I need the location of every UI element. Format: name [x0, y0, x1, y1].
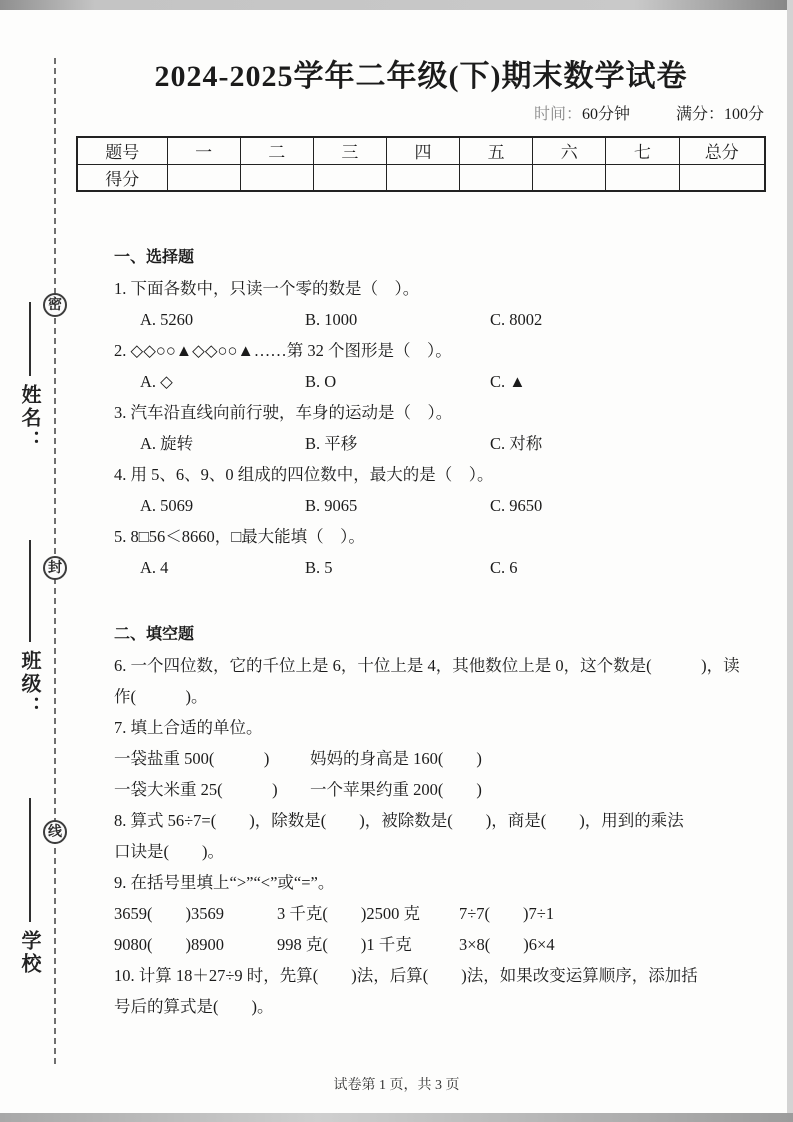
score-table-header-cell: 四: [386, 137, 459, 164]
question-1-option-b: B. 1000: [305, 310, 358, 329]
question-1-options: [114, 304, 760, 335]
question-7-row-1: [114, 743, 760, 774]
question-10-line-2: 号后的算式是( )。: [114, 997, 274, 1016]
scan-edge-bottom: [0, 1113, 793, 1122]
question-9-compare-4: 9080( )8900: [114, 935, 224, 954]
score-label-cell: 得分: [77, 164, 167, 191]
question-9-compare-5: 998 克( )1 千克: [277, 935, 412, 954]
question-10-line-1: 10. 计算 18＋27÷9 时，先算( )法，后算( )法，如果改变运算顺序，添加括: [114, 966, 698, 985]
score-empty-cell: [386, 164, 459, 191]
question-2-option-c: C. ▲: [490, 372, 526, 391]
question-9-text: 9. 在括号里填上“>”“<”或“=”。: [114, 873, 335, 892]
question-6-line-1: 6. 一个四位数，它的千位上是 6，十位上是 4，其他数位上是 0，这个数是( )，读: [114, 656, 740, 675]
question-1-text: 1. 下面各数中，只读一个零的数是（ ）。: [114, 279, 420, 298]
question-9-row-1: [114, 898, 760, 929]
question-7-blank-salt: 一袋盐重 500( ): [114, 749, 270, 768]
school-write-line: [29, 798, 31, 922]
question-6-line-2: 作( )。: [114, 687, 208, 706]
score-empty-cell: [533, 164, 606, 191]
question-4-text: 4. 用 5、6、9、0 组成的四位数中，最大的是（ ）。: [114, 465, 494, 484]
score-table-header-cell: 五: [460, 137, 533, 164]
question-3-option-a: A. 旋转: [140, 434, 194, 453]
questions-area: [114, 242, 760, 1022]
question-5-option-a: A. 4: [140, 558, 169, 577]
scan-edge-top: [0, 0, 793, 10]
question-5-options: [114, 552, 760, 583]
seal-badge-mi: 密: [43, 293, 67, 317]
question-2-option-b: B. O: [305, 372, 337, 391]
score-empty-cell: [167, 164, 240, 191]
section-1-heading: 一、选择题: [114, 249, 195, 266]
question-7-text: 7. 填上合适的单位。: [114, 718, 263, 737]
score-table-header-cell: 七: [606, 137, 679, 164]
score-table-header-cell: 六: [533, 137, 606, 164]
full-score-value: 100分: [723, 106, 764, 123]
question-7-row-2: [114, 774, 760, 805]
score-table-header-cell: 题号: [77, 137, 167, 164]
seal-badge-feng: 封: [43, 556, 67, 580]
score-table-header-cell: 一: [167, 137, 240, 164]
question-2-option-a: A. ◇: [140, 372, 173, 391]
score-table: [76, 136, 766, 192]
score-empty-cell: [606, 164, 679, 191]
question-3-text: 3. 汽车沿直线向前行驶，车身的运动是（ ）。: [114, 403, 453, 422]
name-write-line: [29, 302, 31, 376]
question-7-blank-apple: 一个苹果约重 200( ): [310, 780, 482, 799]
question-9-compare-3: 7÷7( )7÷1: [459, 904, 555, 923]
question-2-text: 2. ◇◇○○▲◇◇○○▲……第 32 个图形是（ ）。: [114, 341, 452, 360]
question-9-compare-1: 3659( )3569: [114, 904, 224, 923]
exam-meta: [76, 104, 766, 126]
page-footer: 试卷第 1 页，共 3 页: [333, 1078, 460, 1093]
question-4-options: [114, 490, 760, 521]
class-label: 班级：: [18, 650, 40, 719]
question-8-line-2: 口诀是( )。: [114, 842, 224, 861]
name-label: 姓名：: [18, 384, 40, 453]
question-5-option-b: B. 5: [305, 558, 333, 577]
question-7-blank-height: 妈妈的身高是 160( ): [310, 749, 482, 768]
time-value: 60分钟: [581, 106, 630, 123]
question-7-blank-rice: 一袋大米重 25( ): [114, 780, 278, 799]
question-1-option-c: C. 8002: [490, 310, 543, 329]
score-empty-cell: [460, 164, 533, 191]
time-label: 时间：: [533, 106, 582, 123]
question-9-row-2: [114, 929, 760, 960]
score-table-score-row: [77, 164, 765, 191]
question-9-compare-2: 3 千克( )2500 克: [277, 904, 420, 923]
page-title: 2024-2025学年二年级(下)期末数学试卷: [154, 60, 688, 93]
seal-badge-xian: 线: [43, 820, 67, 844]
question-3-options: [114, 428, 760, 459]
score-table-header-row: [77, 137, 765, 164]
school-label: 学校: [18, 930, 40, 976]
question-8-line-1: 8. 算式 56÷7=( )，除数是( )，被除数是( )，商是( )，用到的乘法: [114, 811, 684, 830]
question-5-text: 5. 8□56＜8660，□最大能填（ ）。: [114, 527, 365, 546]
score-table-header-cell: 三: [313, 137, 386, 164]
question-4-option-b: B. 9065: [305, 496, 358, 515]
exam-content: [76, 56, 766, 1022]
question-3-option-b: B. 平移: [305, 434, 358, 453]
question-9-compare-6: 3×8( )6×4: [459, 935, 555, 954]
section-2-heading: 二、填空题: [114, 626, 195, 643]
question-3-option-c: C. 对称: [490, 434, 543, 453]
score-table-header-cell: 总分: [679, 137, 765, 164]
question-2-options: [114, 366, 760, 397]
score-empty-cell: [240, 164, 313, 191]
question-1-option-a: A. 5260: [140, 310, 194, 329]
scan-edge-right: [787, 0, 793, 1122]
score-empty-cell: [313, 164, 386, 191]
question-4-option-a: A. 5069: [140, 496, 194, 515]
question-4-option-c: C. 9650: [490, 496, 543, 515]
question-5-option-c: C. 6: [490, 558, 518, 577]
full-score-label: 满分：: [675, 106, 724, 123]
score-table-header-cell: 二: [240, 137, 313, 164]
score-empty-cell: [679, 164, 765, 191]
class-write-line: [29, 540, 31, 642]
